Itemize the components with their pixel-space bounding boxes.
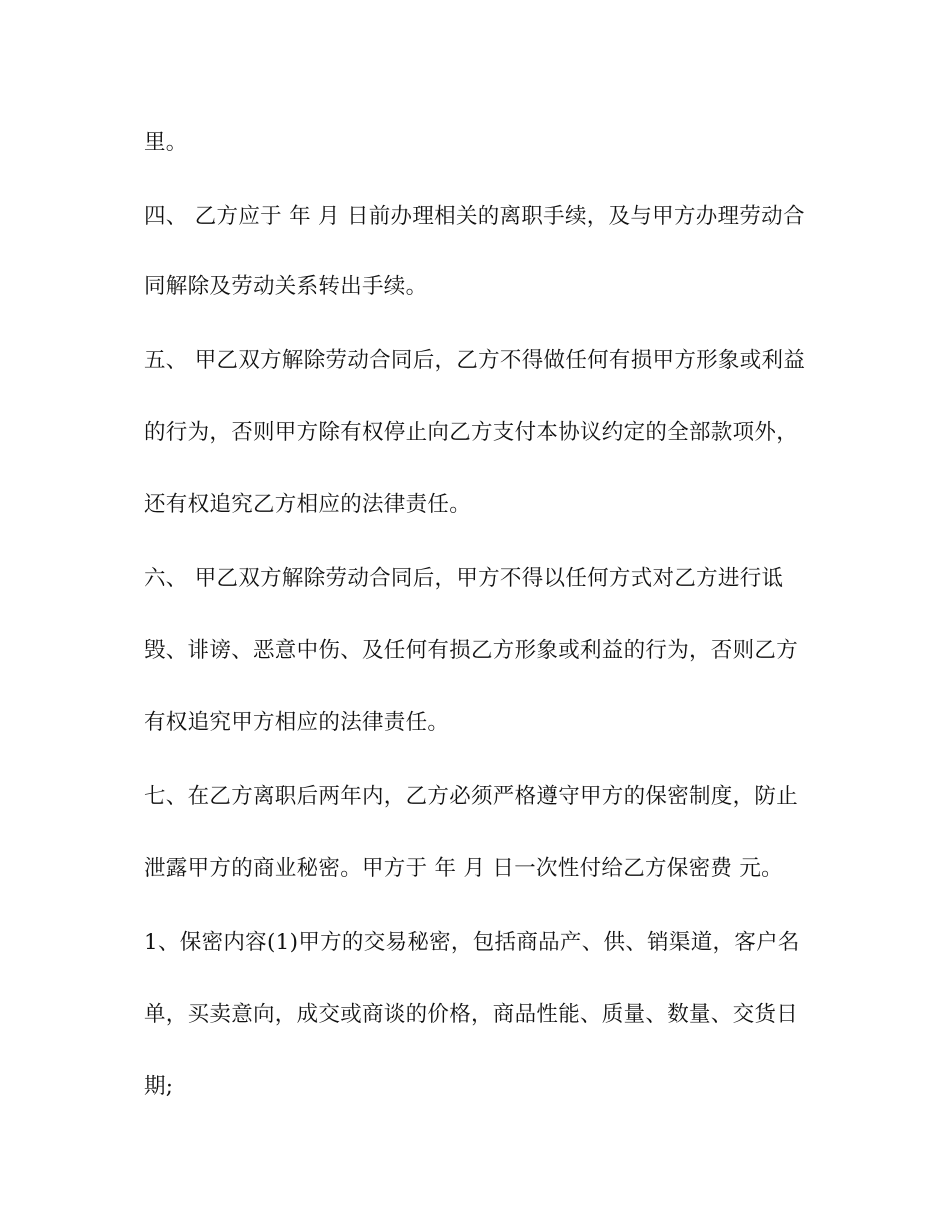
text-line: 期; [144, 1074, 174, 1099]
text-line: 有权追究甲方相应的法律责任。 [144, 710, 450, 735]
text-line: 里。 [144, 130, 188, 155]
text-line: 毁、诽谤、恶意中伤、及任何有损乙方形象或利益的行为，否则乙方 [144, 638, 799, 663]
text-line: 1、保密内容(1)甲方的交易秘密，包括商品产、供、销渠道，客户名 [144, 930, 800, 955]
text-line: 七、在乙方离职后两年内，乙方必须严格遵守甲方的保密制度，防止 [144, 784, 799, 809]
text-line: 六、 甲乙双方解除劳动合同后，甲方不得以任何方式对乙方进行诋 [144, 566, 784, 591]
text-line: 还有权追究乙方相应的法律责任。 [144, 492, 472, 517]
text-line: 单，买卖意向，成交或商谈的价格，商品性能、质量、数量、交货日 [144, 1002, 799, 1027]
text-line: 五、 甲乙双方解除劳动合同后，乙方不得做任何有损甲方形象或利益 [144, 348, 806, 373]
text-line: 泄露甲方的商业秘密。甲方于 年 月 日一次性付给乙方保密费 元。 [144, 856, 783, 881]
text-line: 四、 乙方应于 年 月 日前办理相关的离职手续，及与甲方办理劳动合 [144, 204, 805, 229]
text-line: 的行为，否则甲方除有权停止向乙方支付本协议约定的全部款项外， [144, 420, 799, 445]
text-line: 同解除及劳动关系转出手续。 [144, 274, 428, 299]
